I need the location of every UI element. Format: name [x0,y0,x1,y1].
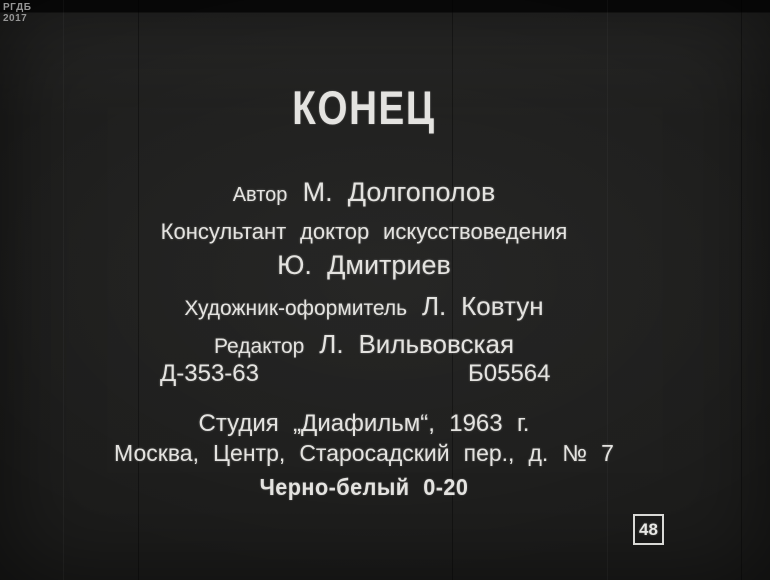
frame-number: 48 [639,519,658,539]
catalog-code-right: Б05564 [468,360,551,387]
film-type-line: Черно-белый 0-20 [259,474,469,500]
author-line [0,177,728,208]
archive-watermark [3,1,31,23]
catalog-code-left: Д-353-63 [160,360,259,387]
watermark-line2: 2017 [3,13,28,24]
artist-label: Художник-оформитель [184,297,408,320]
watermark-line1: РГДБ [3,2,32,13]
frame-number-box [633,514,664,545]
artist-name: Л. Ковтун [421,291,544,321]
editor-label: Редактор [213,335,305,358]
studio-line: Студия „Диафильм“, 1963 г. [198,410,530,437]
author-label: Автор [232,184,288,206]
consultant-name: Ю. Дмитриев [277,250,451,280]
end-title: КОНЕЦ [292,81,436,134]
consultant-line: Консультант доктор искусствоведения [160,219,568,244]
address-line: Москва, Центр, Старосадский пер., д. № 7 [114,440,614,466]
editor-name: Л. Вильвовская [319,329,515,359]
author-name: М. Долгополов [302,177,496,207]
artist-line [0,291,728,322]
film-scratch [741,0,742,580]
editor-line [0,329,728,360]
